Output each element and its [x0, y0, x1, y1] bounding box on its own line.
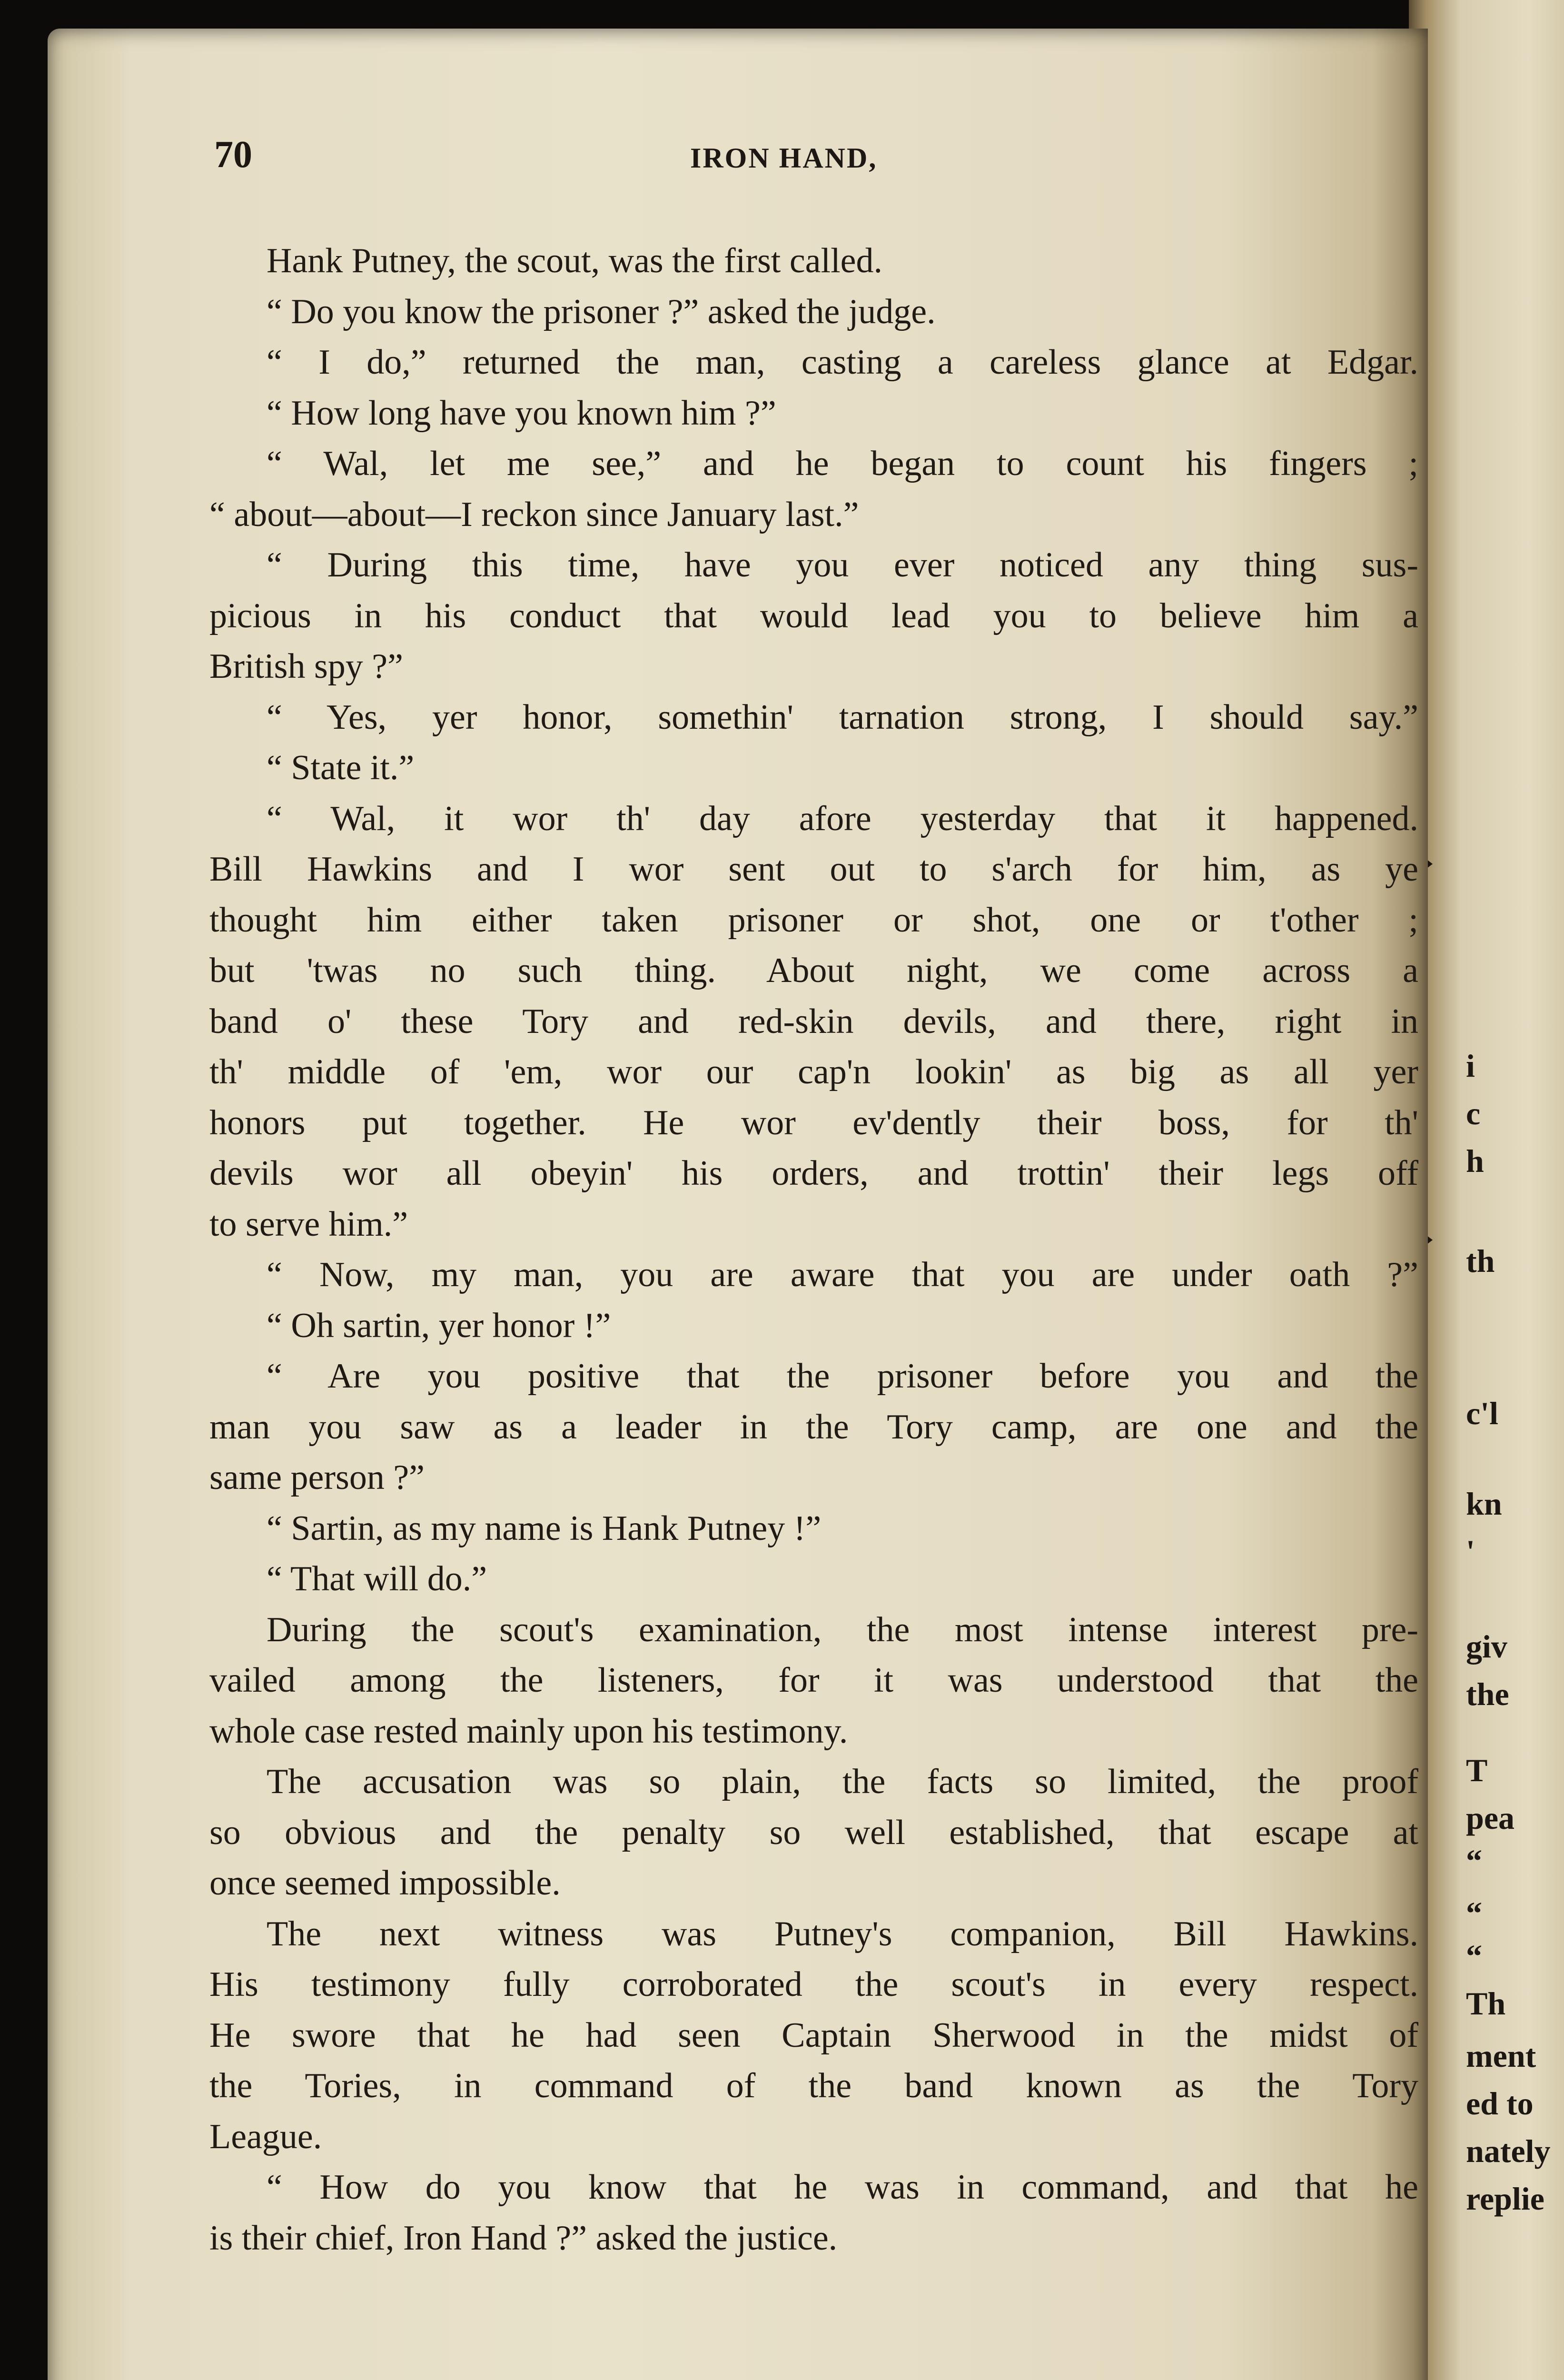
facing-page-fragment: T	[1466, 1752, 1488, 1788]
text-line: British spy ?”	[209, 647, 403, 686]
text-line: “ Yes, yer honor, somethin' tarnation strong, I should say.”	[267, 697, 1418, 737]
text-line: Hank Putney, the scout, was the first called.	[267, 241, 882, 280]
text-line: man you saw as a leader in the Tory camp, are one and the	[209, 1407, 1418, 1447]
text-line: once seemed impossible.	[209, 1864, 561, 1903]
facing-page-fragment: pea	[1466, 1800, 1515, 1836]
text-line: “ How do you know that he was in command, and that he	[267, 2168, 1418, 2207]
text-line: “ about—about—I reckon since January last.”	[209, 495, 859, 534]
text-line: devils wor all obeyin' his orders, and trottin' their legs off	[209, 1154, 1418, 1193]
text-line: “ That will do.”	[267, 1559, 487, 1598]
page-number: 70	[214, 134, 252, 176]
facing-page-fragment: nately	[1466, 2133, 1551, 2169]
facing-page	[1409, 0, 1564, 2380]
text-line: During the scout's examination, the most intense interest pre-	[267, 1610, 1418, 1649]
facing-page-fragment: giv	[1466, 1628, 1507, 1665]
text-line: Bill Hawkins and I wor sent out to s'arch for him, as ye	[209, 850, 1418, 889]
text-line: “ Do you know the prisoner ?” asked the judge.	[267, 292, 936, 331]
text-line: to serve him.”	[209, 1204, 408, 1244]
text-line: honors put together. He wor ev'dently their boss, for th'	[209, 1103, 1418, 1142]
text-line: but 'twas no such thing. About night, we come across a	[209, 951, 1418, 990]
text-line: “ Are you positive that the prisoner before you and the	[267, 1357, 1418, 1396]
text-line: thought him either taken prisoner or shot, one or t'other ;	[209, 900, 1418, 940]
text-line: League.	[209, 2117, 322, 2156]
facing-page-fragment: c	[1466, 1095, 1481, 1131]
facing-page-fragment: th	[1466, 1243, 1495, 1279]
facing-page-fragment: '	[1466, 1533, 1475, 1569]
facing-page-fragment: ed to	[1466, 2085, 1534, 2122]
text-line: The next witness was Putney's companion, Bill Hawkins.	[267, 1914, 1418, 1954]
facing-page-fragment: h	[1466, 1143, 1484, 1179]
text-line: “ Wal, let me see,” and he began to count his fingers ;	[267, 444, 1418, 483]
text-line: “ Oh sartin, yer honor !”	[267, 1306, 611, 1345]
text-line: “ I do,” returned the man, casting a careless glance at Edgar.	[267, 343, 1418, 382]
text-line: “ How long have you known him ?”	[267, 393, 776, 433]
page-header	[214, 133, 1380, 190]
running-head: IRON HAND,	[690, 142, 878, 174]
facing-page-fragment: ment	[1466, 2038, 1536, 2074]
text-line: so obvious and the penalty so well established, that escape at	[209, 1813, 1418, 1852]
facing-page-fragment: the	[1466, 1676, 1509, 1712]
text-line: “ State it.”	[267, 748, 415, 787]
text-line: same person ?”	[209, 1458, 425, 1497]
body-text	[209, 236, 1418, 2263]
text-line: picious in his conduct that would lead you to believe him a	[209, 596, 1418, 635]
facing-page-fragment: “	[1466, 1843, 1482, 1879]
text-line: He swore that he had seen Captain Sherwood in the midst of	[209, 2015, 1418, 2055]
facing-page-fragment: c'l	[1466, 1395, 1498, 1431]
facing-page-fragment: i	[1466, 1048, 1475, 1084]
text-line: the Tories, in command of the band known as the Tory	[209, 2066, 1418, 2105]
text-line: vailed among the listeners, for it was understood that the	[209, 1661, 1418, 1700]
facing-page-fragment: Th	[1466, 1985, 1506, 2022]
text-line: His testimony fully corroborated the scout's in every respect.	[209, 1965, 1418, 2004]
text-line: “ Wal, it wor th' day afore yesterday that it happened.	[267, 799, 1418, 838]
text-line: “ During this time, have you ever noticed any thing sus-	[267, 545, 1418, 585]
text-line: band o' these Tory and red-skin devils, and there, right in	[209, 1002, 1418, 1041]
text-line: whole case rested mainly upon his testimony.	[209, 1711, 848, 1751]
text-line: “ Now, my man, you are aware that you are under oath ?”	[267, 1255, 1418, 1294]
text-line: th' middle of 'em, wor our cap'n lookin' as big as all yer	[209, 1052, 1418, 1091]
facing-page-fragment: replie	[1466, 2181, 1544, 2217]
facing-page-fragment: “	[1466, 1938, 1482, 1974]
facing-page-fragment: “	[1466, 1895, 1482, 1931]
text-line: is their chief, Iron Hand ?” asked the justice.	[209, 2218, 838, 2258]
facing-page-fragment: kn	[1466, 1486, 1502, 1522]
text-line: “ Sartin, as my name is Hank Putney !”	[267, 1508, 822, 1548]
text-line: The accusation was so plain, the facts so limited, the proof	[267, 1762, 1418, 1801]
